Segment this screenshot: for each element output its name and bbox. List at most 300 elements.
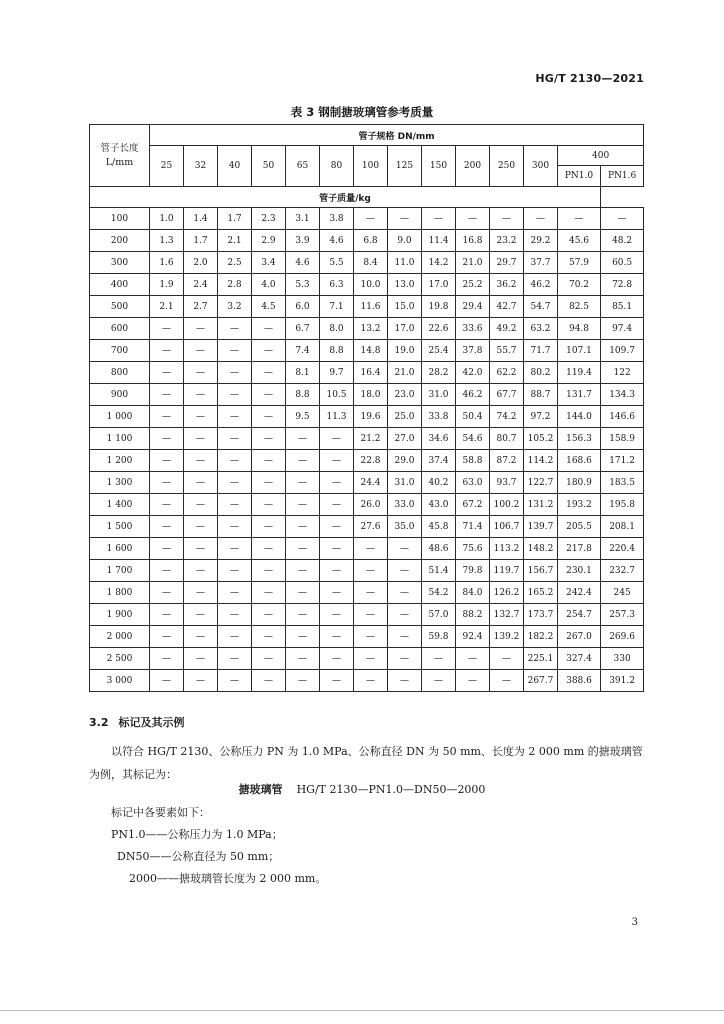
mass-cell: — <box>184 494 218 516</box>
mass-cell: 97.4 <box>601 318 644 340</box>
mass-cell: 5.5 <box>320 252 354 274</box>
mass-cell: 63.2 <box>524 318 558 340</box>
mass-cell: 168.6 <box>558 450 601 472</box>
mass-cell: — <box>252 340 286 362</box>
mass-cell: — <box>320 604 354 626</box>
mass-cell: 72.8 <box>601 274 644 296</box>
mass-cell: — <box>252 406 286 428</box>
table-row <box>90 340 644 362</box>
mass-cell: 388.6 <box>558 670 601 692</box>
row-length-cell: 3 000 <box>90 670 150 692</box>
mass-cell: — <box>252 538 286 560</box>
mass-cell: 131.2 <box>524 494 558 516</box>
mass-cell: 134.3 <box>601 384 644 406</box>
mass-cell: 57.0 <box>422 604 456 626</box>
mass-cell: — <box>184 516 218 538</box>
mass-cell: — <box>286 450 320 472</box>
mass-cell: 8.4 <box>354 252 388 274</box>
mass-cell: 139.7 <box>524 516 558 538</box>
mass-cell: 6.8 <box>354 230 388 252</box>
mass-cell: 139.2 <box>490 626 524 648</box>
row-length-cell: 1 900 <box>90 604 150 626</box>
dn-400-header: 400 <box>558 146 644 166</box>
mass-cell: — <box>354 560 388 582</box>
mass-cell: 75.6 <box>456 538 490 560</box>
element-length: 2000——搪玻璃管长度为 2 000 mm。 <box>129 872 327 885</box>
mass-cell: 88.7 <box>524 384 558 406</box>
mass-cell: — <box>150 560 184 582</box>
mass-cell: 3.9 <box>286 230 320 252</box>
mass-cell: — <box>150 384 184 406</box>
mass-cell: 6.7 <box>286 318 320 340</box>
pipe-mass-table <box>89 124 644 692</box>
mass-cell: — <box>320 516 354 538</box>
mass-cell: 70.2 <box>558 274 601 296</box>
dn-column-header: 125 <box>388 146 422 187</box>
mass-cell: — <box>218 670 252 692</box>
mass-cell: — <box>286 472 320 494</box>
mass-cell: 391.2 <box>601 670 644 692</box>
mass-cell: — <box>218 406 252 428</box>
mass-cell: 59.8 <box>422 626 456 648</box>
row-length-cell: 500 <box>90 296 150 318</box>
mass-cell: 88.2 <box>456 604 490 626</box>
mass-cell: — <box>184 472 218 494</box>
mass-cell: 25.2 <box>456 274 490 296</box>
mass-cell: 43.0 <box>422 494 456 516</box>
mass-cell: 67.7 <box>490 384 524 406</box>
table-row <box>90 318 644 340</box>
row-length-cell: 1 100 <box>90 428 150 450</box>
element-dn: DN50——公称直径为 50 mm； <box>117 850 280 863</box>
mass-cell: — <box>252 362 286 384</box>
table-row <box>90 230 644 252</box>
mass-cell: 182.2 <box>524 626 558 648</box>
mass-cell: — <box>184 604 218 626</box>
mass-cell: — <box>354 208 388 230</box>
mass-cell: 13.2 <box>354 318 388 340</box>
mass-cell: 3.1 <box>286 208 320 230</box>
mass-cell: — <box>184 648 218 670</box>
mass-cell: — <box>320 472 354 494</box>
table-row <box>90 648 644 670</box>
mass-cell: 22.6 <box>422 318 456 340</box>
mass-cell: — <box>184 538 218 560</box>
mass-cell: 2.8 <box>218 274 252 296</box>
row-length-cell: 900 <box>90 384 150 406</box>
mass-cell: 25.0 <box>388 406 422 428</box>
mass-cell: 148.2 <box>524 538 558 560</box>
mass-cell: 242.4 <box>558 582 601 604</box>
mass-cell: 165.2 <box>524 582 558 604</box>
mass-cell: — <box>252 472 286 494</box>
mass-cell: — <box>286 428 320 450</box>
mass-cell: 100.2 <box>490 494 524 516</box>
mass-cell: 6.0 <box>286 296 320 318</box>
mass-cell: 97.2 <box>524 406 558 428</box>
mass-cell: 2.1 <box>150 296 184 318</box>
marking-code: HG/T 2130—PN1.0—DN50—2000 <box>296 783 486 796</box>
element-pn: PN1.0——公称压力为 1.0 MPa； <box>111 828 283 841</box>
mass-cell: — <box>354 538 388 560</box>
table-row <box>90 384 644 406</box>
dn-column-header: 300 <box>524 146 558 187</box>
mass-cell: 19.0 <box>388 340 422 362</box>
mass-cell: — <box>150 318 184 340</box>
row-length-cell: 2 500 <box>90 648 150 670</box>
mass-cell: 33.6 <box>456 318 490 340</box>
mass-cell: 31.0 <box>388 472 422 494</box>
mass-cell: 8.8 <box>320 340 354 362</box>
mass-cell: — <box>218 538 252 560</box>
mass-cell: — <box>218 516 252 538</box>
mass-cell: — <box>150 604 184 626</box>
mass-cell: 60.5 <box>601 252 644 274</box>
mass-cell: — <box>286 538 320 560</box>
row-length-cell: 400 <box>90 274 150 296</box>
bottom-rule <box>0 1010 724 1011</box>
pn10-header: PN1.0 <box>558 166 601 187</box>
mass-cell: 2.0 <box>184 252 218 274</box>
mass-cell: 254.7 <box>558 604 601 626</box>
mass-cell: 1.3 <box>150 230 184 252</box>
mass-cell: — <box>252 604 286 626</box>
row-length-cell: 600 <box>90 318 150 340</box>
row-length-cell: 1 300 <box>90 472 150 494</box>
mass-cell: 144.0 <box>558 406 601 428</box>
mass-cell: 27.6 <box>354 516 388 538</box>
mass-cell: 11.6 <box>354 296 388 318</box>
mass-cell: 55.7 <box>490 340 524 362</box>
mass-cell: — <box>218 648 252 670</box>
dn-column-header: 80 <box>320 146 354 187</box>
mass-cell: 4.6 <box>320 230 354 252</box>
mass-cell: — <box>150 582 184 604</box>
mass-cell: — <box>218 472 252 494</box>
mass-cell: 29.4 <box>456 296 490 318</box>
mass-cell: 4.0 <box>252 274 286 296</box>
mass-cell: 245 <box>601 582 644 604</box>
mass-cell: 45.6 <box>558 230 601 252</box>
mass-cell: 29.7 <box>490 252 524 274</box>
mass-cell: 267.0 <box>558 626 601 648</box>
mass-cell: 11.4 <box>422 230 456 252</box>
table-row <box>90 208 644 230</box>
mass-cell: — <box>320 450 354 472</box>
mass-cell: 84.0 <box>456 582 490 604</box>
mass-cell: 8.8 <box>286 384 320 406</box>
mass-cell: — <box>320 626 354 648</box>
mass-cell: 17.0 <box>422 274 456 296</box>
mass-cell: — <box>422 208 456 230</box>
mass-cell: — <box>184 582 218 604</box>
mass-cell: 113.2 <box>490 538 524 560</box>
mass-cell: 51.4 <box>422 560 456 582</box>
mass-cell: 225.1 <box>524 648 558 670</box>
mass-cell: — <box>388 208 422 230</box>
table-row <box>90 494 644 516</box>
mass-cell: 9.7 <box>320 362 354 384</box>
mass-cell: 13.0 <box>388 274 422 296</box>
row-length-cell: 1 800 <box>90 582 150 604</box>
mass-cell: 180.9 <box>558 472 601 494</box>
mass-cell: 2.9 <box>252 230 286 252</box>
mass-cell: 79.8 <box>456 560 490 582</box>
mass-cell: 14.2 <box>422 252 456 274</box>
mass-cell: — <box>184 384 218 406</box>
mass-cell: 156.7 <box>524 560 558 582</box>
mass-cell: 1.0 <box>150 208 184 230</box>
mass-cell: — <box>490 208 524 230</box>
table-row <box>90 538 644 560</box>
mass-cell: 2.4 <box>184 274 218 296</box>
mass-cell: 109.7 <box>601 340 644 362</box>
mass-cell: 17.0 <box>388 318 422 340</box>
mass-cell: 107.1 <box>558 340 601 362</box>
row-length-cell: 700 <box>90 340 150 362</box>
table-row <box>90 604 644 626</box>
mass-cell: 330 <box>601 648 644 670</box>
standard-code: HG/T 2130—2021 <box>535 72 644 85</box>
mass-cell: 7.4 <box>286 340 320 362</box>
mass-cell: 205.5 <box>558 516 601 538</box>
mass-cell: — <box>286 560 320 582</box>
mass-cell: 5.3 <box>286 274 320 296</box>
mass-cell: 34.6 <box>422 428 456 450</box>
mass-cell: — <box>218 626 252 648</box>
mass-cell: 94.8 <box>558 318 601 340</box>
mass-cell: 37.8 <box>456 340 490 362</box>
mass-cell: 74.2 <box>490 406 524 428</box>
mass-cell: — <box>150 428 184 450</box>
table-row <box>90 428 644 450</box>
mass-cell: 18.0 <box>354 384 388 406</box>
mass-cell: — <box>150 626 184 648</box>
mass-cell: — <box>218 362 252 384</box>
dn-column-header: 100 <box>354 146 388 187</box>
mass-cell: 3.2 <box>218 296 252 318</box>
mass-cell: — <box>252 670 286 692</box>
mass-cell: 9.0 <box>388 230 422 252</box>
mass-cell: 232.7 <box>601 560 644 582</box>
pn16-header: PN1.6 <box>601 166 644 187</box>
mass-cell: 217.8 <box>558 538 601 560</box>
mass-cell: — <box>252 626 286 648</box>
table-caption: 表 3 钢制搪玻璃管参考质量 <box>290 105 434 119</box>
mass-cell: 54.7 <box>524 296 558 318</box>
row-length-cell: 800 <box>90 362 150 384</box>
mass-cell: 42.7 <box>490 296 524 318</box>
mass-cell: — <box>218 582 252 604</box>
mass-cell: — <box>184 560 218 582</box>
mass-cell: — <box>150 472 184 494</box>
mass-cell: 267.7 <box>524 670 558 692</box>
mass-cell: — <box>354 670 388 692</box>
table-row <box>90 450 644 472</box>
table-row <box>90 406 644 428</box>
mass-cell: 24.4 <box>354 472 388 494</box>
table-row <box>90 274 644 296</box>
row-length-cell: 200 <box>90 230 150 252</box>
mass-cell: 33.0 <box>388 494 422 516</box>
mass-cell: 46.2 <box>456 384 490 406</box>
mass-cell: — <box>422 670 456 692</box>
mass-cell: — <box>320 560 354 582</box>
mass-cell: 119.7 <box>490 560 524 582</box>
mass-cell: — <box>320 582 354 604</box>
mass-cell: — <box>184 406 218 428</box>
mass-cell: 57.9 <box>558 252 601 274</box>
mass-cell: 119.4 <box>558 362 601 384</box>
mass-cell: 3.8 <box>320 208 354 230</box>
mass-cell: — <box>354 648 388 670</box>
mass-cell: — <box>388 604 422 626</box>
mass-cell: — <box>252 450 286 472</box>
mass-cell: 54.6 <box>456 428 490 450</box>
mass-cell: 131.7 <box>558 384 601 406</box>
mass-cell: — <box>388 538 422 560</box>
mass-cell: 45.8 <box>422 516 456 538</box>
mass-cell: 8.0 <box>320 318 354 340</box>
row-length-cell: 1 600 <box>90 538 150 560</box>
dn-column-header: 50 <box>252 146 286 187</box>
mass-cell: — <box>150 406 184 428</box>
mass-cell: — <box>252 318 286 340</box>
mass-cell: 93.7 <box>490 472 524 494</box>
mass-cell: 23.0 <box>388 384 422 406</box>
dn-column-header: 150 <box>422 146 456 187</box>
mass-cell: — <box>320 648 354 670</box>
mass-cell: 208.1 <box>601 516 644 538</box>
section-heading <box>89 714 185 730</box>
mass-cell: — <box>252 428 286 450</box>
mass-cell: — <box>184 626 218 648</box>
mass-cell: 37.4 <box>422 450 456 472</box>
mass-cell: 62.2 <box>490 362 524 384</box>
mass-cell: — <box>388 560 422 582</box>
mass-cell: 269.6 <box>601 626 644 648</box>
row-length-cell: 1 500 <box>90 516 150 538</box>
table-body <box>90 208 644 692</box>
mass-cell: 36.2 <box>490 274 524 296</box>
mass-cell: 49.2 <box>490 318 524 340</box>
mass-cell: — <box>286 648 320 670</box>
mass-cell: 2.1 <box>218 230 252 252</box>
mass-cell: — <box>150 340 184 362</box>
mass-cell: 122 <box>601 362 644 384</box>
mass-cell: 63.0 <box>456 472 490 494</box>
mass-cell: 193.2 <box>558 494 601 516</box>
mass-cell: 21.2 <box>354 428 388 450</box>
mass-cell: 85.1 <box>601 296 644 318</box>
mass-cell: 42.0 <box>456 362 490 384</box>
mass-cell: 46.2 <box>524 274 558 296</box>
table-row <box>90 582 644 604</box>
mass-cell: 22.8 <box>354 450 388 472</box>
mass-cell: 126.2 <box>490 582 524 604</box>
mass-cell: 2.3 <box>252 208 286 230</box>
mass-cell: 80.7 <box>490 428 524 450</box>
mass-cell: — <box>354 604 388 626</box>
mass-cell: 146.6 <box>601 406 644 428</box>
dn-column-header: 65 <box>286 146 320 187</box>
mass-cell: 26.0 <box>354 494 388 516</box>
mass-cell: 1.4 <box>184 208 218 230</box>
table-row <box>90 670 644 692</box>
mass-cell: 1.6 <box>150 252 184 274</box>
mass-cell: 80.2 <box>524 362 558 384</box>
table-row <box>90 516 644 538</box>
mass-cell: 7.1 <box>320 296 354 318</box>
mass-cell: — <box>218 428 252 450</box>
mass-cell: 106.7 <box>490 516 524 538</box>
example-paragraph: 以符合 HG/T 2130、公称压力 PN 为 1.0 MPa、公称直径 DN 为 50 mm、长度为 2 000 mm 的搪玻璃管为例，其标记为： <box>89 745 643 781</box>
mass-cell: 114.2 <box>524 450 558 472</box>
mass-cell: — <box>184 670 218 692</box>
dn-column-header: 250 <box>490 146 524 187</box>
mass-cell: 40.2 <box>422 472 456 494</box>
mass-cell: 23.2 <box>490 230 524 252</box>
mass-cell: 4.6 <box>286 252 320 274</box>
mass-cell: 173.7 <box>524 604 558 626</box>
mass-cell: — <box>218 318 252 340</box>
row-length-cell: 1 400 <box>90 494 150 516</box>
marking-example <box>0 781 724 797</box>
mass-cell: 4.5 <box>252 296 286 318</box>
mass-cell: — <box>218 560 252 582</box>
mass-cell: — <box>252 494 286 516</box>
mass-cell: — <box>558 208 601 230</box>
mass-cell: 54.2 <box>422 582 456 604</box>
mass-cell: — <box>150 494 184 516</box>
mass-cell: 16.8 <box>456 230 490 252</box>
table-row <box>90 252 644 274</box>
row-length-cell: 1 700 <box>90 560 150 582</box>
mass-cell: — <box>150 450 184 472</box>
mass-cell: 230.1 <box>558 560 601 582</box>
table-row <box>90 626 644 648</box>
row-length-cell: 100 <box>90 208 150 230</box>
mass-cell: — <box>184 362 218 384</box>
mass-cell: — <box>252 582 286 604</box>
length-header-label: 管子长度 <box>100 142 139 154</box>
table-row <box>90 362 644 384</box>
mass-cell: — <box>252 516 286 538</box>
mass-cell: — <box>286 626 320 648</box>
mass-cell: 71.7 <box>524 340 558 362</box>
mass-header: 管子质量/kg <box>90 187 601 208</box>
mass-cell: — <box>286 670 320 692</box>
mass-cell: 27.0 <box>388 428 422 450</box>
mass-cell: 28.2 <box>422 362 456 384</box>
row-length-cell: 2 000 <box>90 626 150 648</box>
mass-cell: — <box>490 648 524 670</box>
mass-cell: 19.6 <box>354 406 388 428</box>
mass-cell: 35.0 <box>388 516 422 538</box>
length-header-unit: L/mm <box>105 156 134 168</box>
mass-cell: 48.6 <box>422 538 456 560</box>
mass-cell: 25.4 <box>422 340 456 362</box>
mass-cell: — <box>388 670 422 692</box>
mass-cell: 11.3 <box>320 406 354 428</box>
mass-cell: — <box>184 450 218 472</box>
dn-column-header: 32 <box>184 146 218 187</box>
mass-cell: 19.8 <box>422 296 456 318</box>
mass-cell: — <box>286 582 320 604</box>
mass-cell: — <box>354 582 388 604</box>
mass-cell: 220.4 <box>601 538 644 560</box>
mass-cell: 2.5 <box>218 252 252 274</box>
